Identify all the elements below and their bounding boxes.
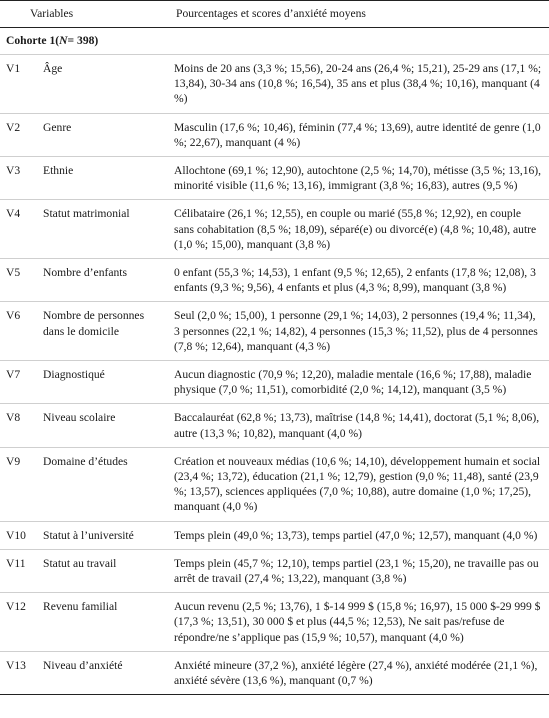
variable-code: V5: [6, 266, 21, 280]
table-row: [0, 157, 549, 200]
variable-description: Temps plein (45,7 %; 12,10), temps partiel (23,1 %; 15,20), ne travaille pas ou arrêt de travail (27,4 %; 13,22), manquant (3,8 %): [174, 556, 539, 586]
variable-name: Diagnostiqué: [43, 368, 105, 382]
variable-name: Ethnie: [43, 164, 74, 178]
table-row: [0, 522, 549, 550]
table-row: [0, 448, 549, 522]
variable-name: Statut matrimonial: [43, 207, 130, 221]
variable-description: Célibataire (26,1 %; 12,55), en couple ou marié (55,8 %; 12,92), en couple sans cohabitation (8,5 %; 18,09), séparé(e) ou divorcé(e) (4,8 %; 10,48), autre (1,0 %; 15,00), manquant (3,8 %): [174, 207, 537, 251]
cohort-n-symbol: N: [59, 34, 68, 48]
header-variables: Variables: [30, 7, 74, 21]
table-body: [0, 55, 549, 695]
variable-description: 0 enfant (55,3 %; 14,53), 1 enfant (9,5 %; 12,65), 2 enfants (17,8 %; 12,08), 3 enfants (9,3 %; 9,56), 4 enfants et plus (4,3 %; 8,99), manquant (3,8 %): [174, 266, 536, 295]
table-row: [0, 550, 549, 593]
variable-name: Âge: [43, 62, 63, 75]
variable-description: Moins de 20 ans (3,3 %; 15,56), 20-24 ans (26,4 %; 15,21), 25-29 ans (17,1 %; 13,84), 30-34 ans (10,8 %; 16,54), 35 ans et plus (38,4 %; 10,16), manquant (4 %): [174, 62, 542, 106]
variable-name: Genre: [43, 120, 72, 134]
variable-code: V7: [6, 368, 21, 382]
variable-code: V12: [6, 600, 26, 614]
variable-name: Domaine d’études: [43, 454, 128, 468]
table-row: [0, 361, 549, 404]
cohort-heading: [0, 28, 549, 55]
variable-code: V3: [6, 164, 21, 178]
variable-code: V2: [6, 120, 21, 134]
variable-description: Aucun revenu (2,5 %; 13,76), 1 $-14 999 $ (15,8 %; 16,97), 15 000 $-29 999 $ (17,3 %; 13,51), 30 000 $ et plus (44,5 %; 12,53), Ne sait pas/refuse de répondre/ne s’applique pas (15,9 %; 10,57), manquant (4,0 %): [174, 600, 541, 644]
variable-name: Statut au travail: [43, 556, 117, 570]
table-row: [0, 114, 549, 157]
variable-description: Création et nouveaux médias (10,6 %; 14,10), développement humain et social (23,4 %; 13,72), éducation (21,1 %; 12,79), gestion (9,0 %; 11,48), santé (23,9 %; 13,57), sciences appliquées (7,0 %; 10,88), autre domaine (1,0 %; 17,25), manquant (4,0 %): [174, 454, 541, 514]
variable-code: V4: [6, 207, 21, 221]
variable-name: Nombre de personnes dans le domicile: [43, 309, 145, 338]
variable-code: V9: [6, 454, 21, 468]
variable-name: Nombre d’enfants: [43, 266, 128, 280]
table-row: [0, 593, 549, 652]
variable-description: Aucun diagnostic (70,9 %; 12,20), maladie mentale (16,6 %; 17,88), maladie physique (7,0 %; 11,51), comorbidité (2,0 %; 14,12), manquant (3,5 %): [174, 368, 532, 397]
table-row: [0, 652, 549, 695]
variable-code: V10: [6, 528, 26, 542]
variable-description: Temps plein (49,0 %; 13,73), temps partiel (47,0 %; 12,57), manquant (4,0 %): [174, 528, 538, 542]
variable-code: V13: [6, 658, 26, 672]
variable-name: Revenu familial: [43, 600, 118, 614]
variable-code: V8: [6, 411, 21, 425]
variable-description: Anxiété mineure (37,2 %), anxiété légère (27,4 %), anxiété modérée (21,1 %), anxiété sévère (13,6 %), manquant (0,7 %): [174, 658, 538, 688]
table-row: [0, 200, 549, 259]
variable-description: Baccalauréat (62,8 %; 13,73), maîtrise (14,8 %; 14,41), doctorat (5,1 %; 8,06), autre (13,3 %; 10,82), manquant (4,0 %): [174, 411, 540, 440]
cohort-n-value: = 398): [67, 34, 99, 48]
cohort-label: Cohorte 1: [6, 34, 56, 48]
variable-description: Masculin (17,6 %; 10,46), féminin (77,4 %; 13,69), autre identité de genre (1,0 %; 22,67), manquant (4 %): [174, 120, 541, 149]
variable-code: V6: [6, 309, 21, 323]
variable-description: Seul (2,0 %; 15,00), 1 personne (29,1 %; 14,03), 2 personnes (19,4 %; 11,34), 3 personnes (22,1 %; 14,82), 4 personnes (15,3 %; 11,52), plus de 4 personnes (7,8 %; 12,64), manquant (4,3 %): [174, 309, 538, 353]
variable-description: Allochtone (69,1 %; 12,90), autochtone (2,5 %; 14,70), métisse (3,5 %; 13,16), minorité visible (11,6 %; 13,16), immigrant (3,8 %; 16,83), autres (9,5 %): [174, 164, 542, 193]
variable-name: Niveau d’anxiété: [43, 658, 123, 672]
table-row: [0, 55, 549, 114]
header-percentages: Pourcentages et scores d’anxiété moyens: [176, 7, 366, 21]
variable-name: Niveau scolaire: [43, 411, 116, 425]
cohort-n-prefix: (: [55, 34, 60, 48]
variable-name: Statut à l’université: [43, 528, 134, 542]
table-row: [0, 302, 549, 361]
table-row: [0, 259, 549, 302]
table-header: [0, 0, 549, 28]
variable-code: V11: [6, 556, 26, 570]
variable-code: V1: [6, 62, 21, 75]
table-row: [0, 404, 549, 447]
